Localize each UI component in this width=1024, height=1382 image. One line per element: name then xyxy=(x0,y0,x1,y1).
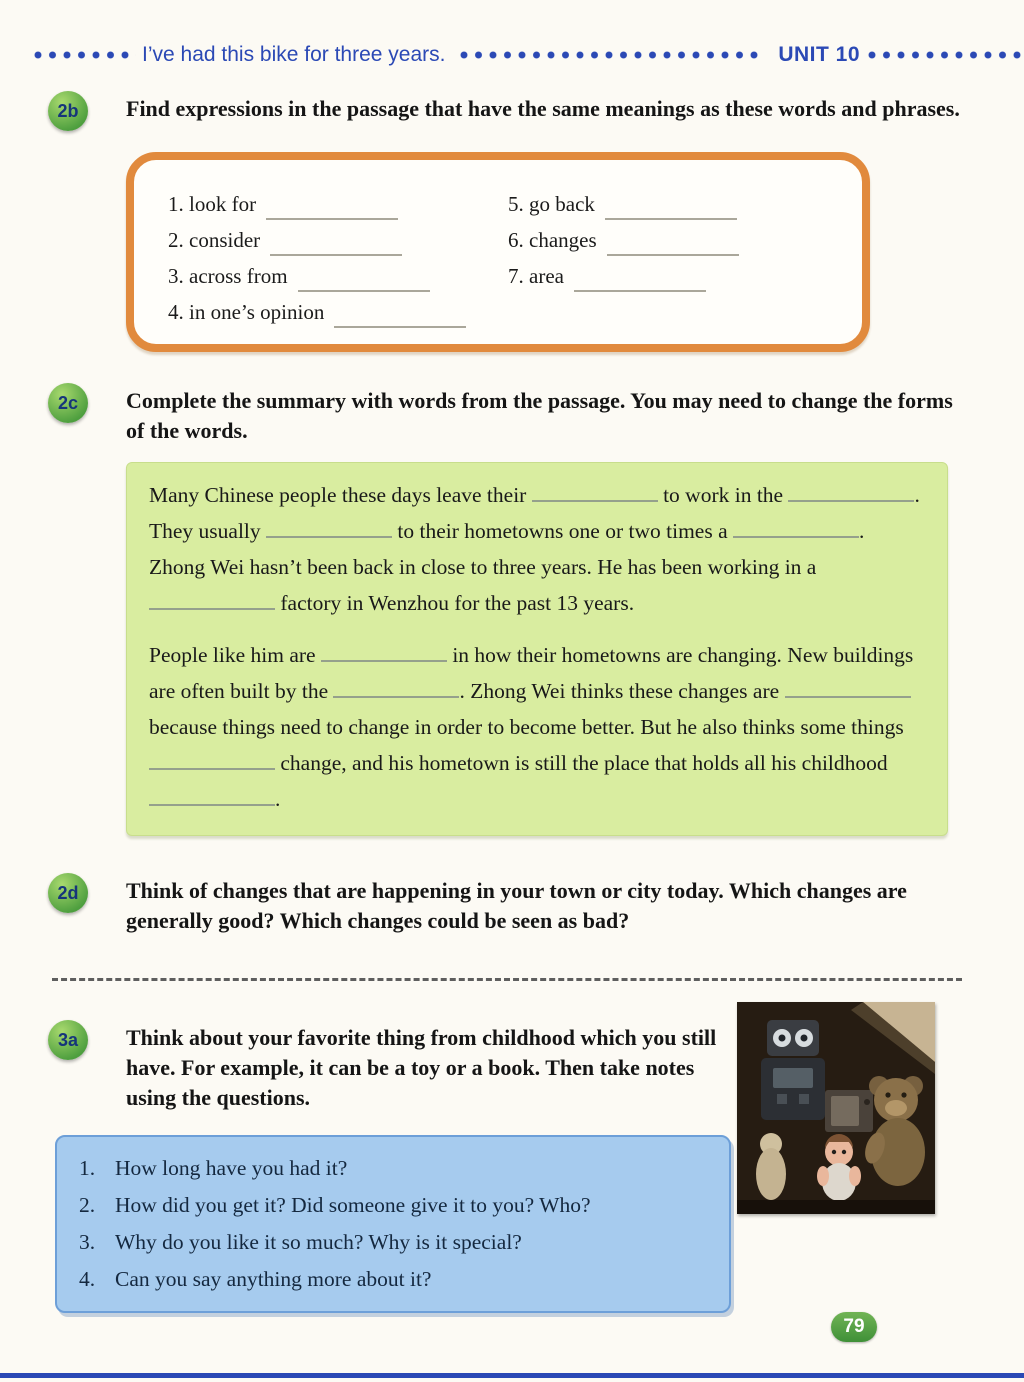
box-floor-shadow xyxy=(737,1200,935,1214)
questions-box xyxy=(55,1135,731,1313)
expression-item xyxy=(508,184,838,220)
section-badge-3a: 3a xyxy=(48,1020,88,1060)
answer-blank xyxy=(334,306,466,328)
answer-blank xyxy=(270,234,402,256)
expression-item xyxy=(168,220,498,256)
answer-blank xyxy=(266,198,398,220)
fill-in-blank xyxy=(149,753,275,770)
dotted-line-left xyxy=(34,51,136,59)
expression-item xyxy=(168,184,498,220)
section-2c xyxy=(48,382,968,836)
section-badge-2b: 2b xyxy=(48,91,88,131)
expression-item xyxy=(508,256,838,292)
badge-column xyxy=(48,382,126,836)
section-2d-body xyxy=(126,872,968,936)
fill-in-blank xyxy=(333,681,459,698)
expression-item xyxy=(168,292,498,328)
section-2b xyxy=(48,90,968,352)
question-number: 2. xyxy=(79,1193,96,1217)
fill-in-blank xyxy=(266,521,392,538)
badge-column xyxy=(48,1019,126,1113)
instruction-3a: Think about your favorite thing from childhood which you still have. For example, it can be a toy or a book. Then take notes using the questions. xyxy=(126,1025,717,1110)
tv-toy xyxy=(825,1090,873,1132)
page-header xyxy=(0,40,1024,70)
section-2b-body xyxy=(126,90,968,352)
question-item xyxy=(79,1224,707,1261)
question-number: 4. xyxy=(79,1267,96,1291)
expression-item xyxy=(168,256,498,292)
instruction-2c: Complete the summary with words from the passage. You may need to change the forms of the words. xyxy=(126,388,953,443)
expression-label: 7. area xyxy=(508,264,564,288)
page-number-badge: 79 xyxy=(831,1312,877,1342)
question-item xyxy=(79,1150,707,1187)
fill-in-blank xyxy=(532,485,658,502)
section-2c-body xyxy=(126,382,968,836)
figurine-toy xyxy=(756,1133,786,1200)
childhood-toys-photo xyxy=(737,1002,935,1214)
page-header-title: I’ve had this bike for three years. xyxy=(142,43,446,66)
badge-column xyxy=(48,90,126,352)
summary-paragraph: Many Chinese people these days leave their to work in the . They usually to their hometowns one or two times a . Zhong Wei hasn’t been back in close to three years. He has been working in a factory in Wenzhou for the past 13 years. xyxy=(149,483,920,615)
dotted-line-right xyxy=(868,51,1024,59)
answer-blank xyxy=(298,270,430,292)
robot-toy xyxy=(761,1020,825,1120)
fill-in-blank xyxy=(785,681,911,698)
answer-blank xyxy=(607,234,739,256)
instruction-2d: Think of changes that are happening in your town or city today. Which changes are generally good? Which changes could be seen as bad? xyxy=(126,878,907,933)
unit-label: UNIT 10 xyxy=(778,43,860,66)
section-badge-2c: 2c xyxy=(48,383,88,423)
section-2d xyxy=(48,872,968,936)
question-item xyxy=(79,1261,707,1298)
question-number: 3. xyxy=(79,1230,96,1254)
expressions-box xyxy=(126,152,870,352)
expression-label: 3. across from xyxy=(168,264,288,288)
expression-label: 1. look for xyxy=(168,192,257,216)
fill-in-blank xyxy=(788,485,914,502)
expression-label: 4. in one’s opinion xyxy=(168,300,325,324)
summary-box xyxy=(126,462,948,836)
question-text: Can you say anything more about it? xyxy=(115,1267,432,1291)
question-item xyxy=(79,1187,707,1224)
expression-label: 5. go back xyxy=(508,192,595,216)
bottom-rule xyxy=(0,1373,1024,1378)
fill-in-blank xyxy=(149,593,275,610)
answer-blank xyxy=(605,198,737,220)
expression-label: 2. consider xyxy=(168,228,261,252)
section-badge-2d: 2d xyxy=(48,873,88,913)
question-text: How long have you had it? xyxy=(115,1156,348,1180)
expression-label: 6. changes xyxy=(508,228,597,252)
instruction-2b: Find expressions in the passage that have the same meanings as these words and phrases. xyxy=(126,96,960,121)
answer-blank xyxy=(574,270,706,292)
fill-in-blank xyxy=(321,645,447,662)
question-text: Why do you like it so much? Why is it special? xyxy=(115,1230,522,1254)
fill-in-blank xyxy=(149,789,275,806)
dashed-divider xyxy=(52,978,962,981)
toys-photo-illustration xyxy=(737,1002,935,1214)
dotted-line-middle xyxy=(460,51,765,59)
expression-item xyxy=(508,220,838,256)
expressions-grid xyxy=(168,184,838,328)
badge-column xyxy=(48,872,126,936)
fill-in-blank xyxy=(733,521,859,538)
question-text: How did you get it? Did someone give it to you? Who? xyxy=(115,1193,591,1217)
summary-paragraph: People like him are in how their hometowns are changing. New buildings are often built by the . Zhong Wei thinks these changes are because things need to change in order to become better. But he also thinks some things change, and his hometown is still the place that holds all his childhood . xyxy=(149,643,914,811)
question-number: 1. xyxy=(79,1156,96,1180)
